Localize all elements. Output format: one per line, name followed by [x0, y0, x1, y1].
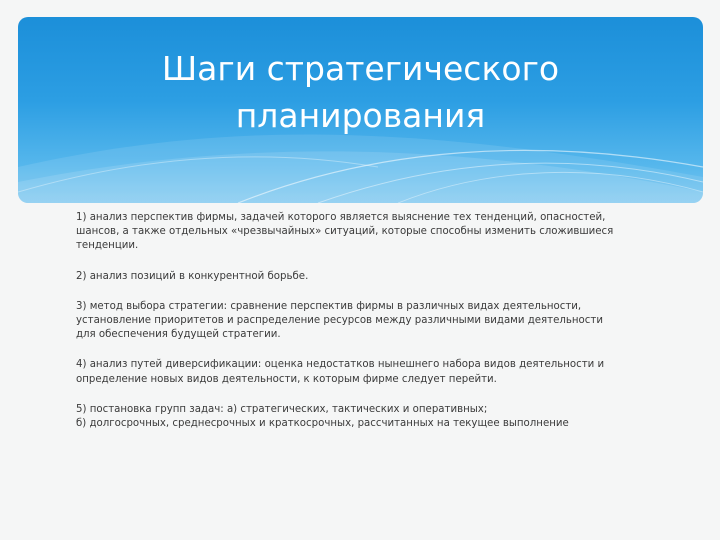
step-4-line-1: 4) анализ путей диверсификации: оценка недостатков нынешнего набора видов деятельности и: [76, 359, 605, 371]
step-3-line-2: установление приоритетов и распределение ресурсов между различными видами деятельности: [76, 315, 603, 327]
step-5-line-2: б) долгосрочных, среднесрочных и краткосрочных, рассчитанных на текущее выполнение: [76, 418, 569, 430]
step-3-line-3: для обеспечения будущей стратегии.: [76, 329, 281, 341]
steps-list: [76, 211, 636, 431]
step-item-1: [76, 211, 636, 254]
step-item-2: [76, 270, 636, 284]
step-item-5: [76, 403, 636, 431]
step-5-line-1: 5) постановка групп задач: а) стратегических, тактических и оперативных;: [76, 403, 488, 415]
title-line-2: планирования: [235, 96, 486, 135]
step-3-line-1: 3) метод выбора стратегии: сравнение перспектив фирмы в различных видах деятельности,: [76, 300, 582, 312]
step-1-line-2: шансов, а также отдельных «чрезвычайных» ситуаций, которые способны изменить сложившиеся: [76, 226, 614, 238]
step-2-line-1: 2) анализ позиций в конкурентной борьбе.: [76, 270, 309, 282]
step-1-line-1: 1) анализ перспектив фирмы, задачей которого является выяснение тех тенденций, опасностей,: [76, 212, 606, 223]
step-4-line-2: определение новых видов деятельности, к которым фирме следует перейти.: [76, 373, 497, 385]
title-banner: [18, 17, 703, 203]
step-item-3: [76, 300, 636, 343]
slide-title: [18, 45, 703, 139]
step-1-line-3: тенденции.: [76, 240, 139, 252]
step-item-4: [76, 358, 636, 386]
title-line-1: Шаги стратегического: [161, 49, 560, 88]
